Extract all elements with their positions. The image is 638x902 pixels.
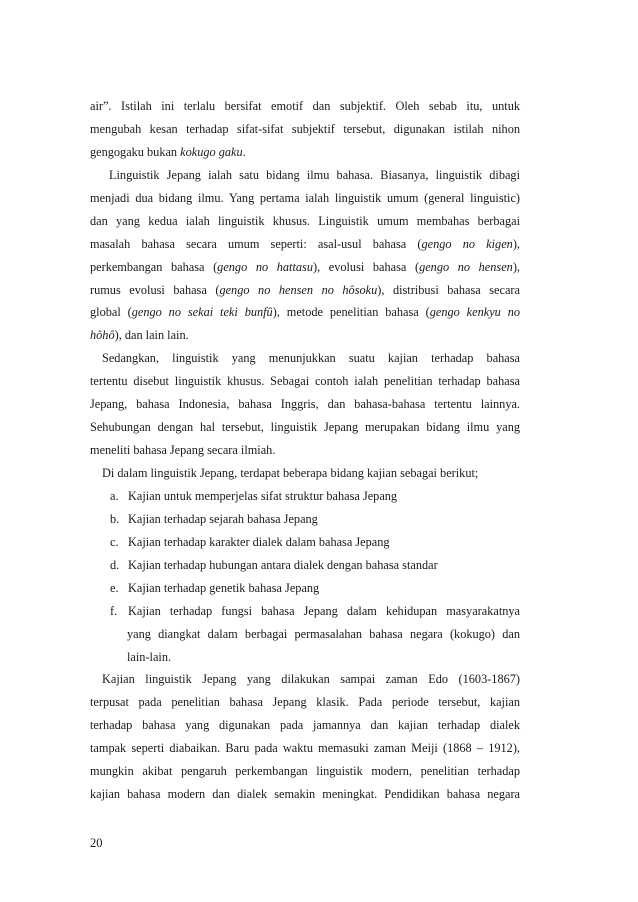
text-line (90, 462, 520, 485)
text-run: ), evolusi bahasa ( (312, 259, 420, 274)
text-run: tampak seperti diabaikan. Baru pada waktu memasuki zaman Meiji (1868 – 1912), (90, 741, 520, 756)
text-line (90, 646, 520, 669)
text-run: rumus evolusi bahasa ( (90, 282, 220, 297)
italic-term: kokugo gaku (180, 144, 243, 159)
text-run: ), metode penelitian bahasa ( (272, 305, 430, 320)
list-item-text (128, 485, 520, 508)
italic-term: gengo no sekai teki bunfû (131, 305, 273, 320)
list-marker: c. (110, 534, 119, 549)
text-line (90, 141, 520, 164)
text-line (90, 737, 520, 760)
list-marker: b. (110, 511, 120, 526)
text-run: Kajian terhadap karakter dialek dalam bahasa Jepang (128, 534, 390, 549)
text-run: ), distribusi bahasa secara (377, 282, 520, 297)
text-line (90, 324, 520, 347)
italic-term: gengo no hensen (419, 259, 513, 274)
text-run: yang diangkat dalam berbagai permasalahan bahasa negara (kokugo) dan (127, 626, 520, 641)
text-run: masalah bahasa secara umum seperti: asal-usul bahasa ( (90, 236, 422, 251)
list-item-text (128, 554, 520, 577)
text-line (90, 691, 520, 714)
text-run: global ( (90, 305, 132, 320)
italic-term: gengo no kigen (421, 236, 513, 251)
text-line (90, 668, 520, 691)
text-run: perkembangan bahasa ( (90, 259, 218, 274)
text-run: Kajian terhadap genetik bahasa Jepang (128, 580, 320, 595)
text-run: Kajian terhadap hubungan antara dialek dengan bahasa standar (128, 557, 438, 572)
list-item (90, 508, 520, 531)
text-line (90, 279, 520, 302)
text-run: Sehubungan dengan hal tersebut, linguistik Jepang merupakan bidang ilmu yang (90, 420, 520, 435)
italic-term: gengo kenkyu no (429, 305, 520, 320)
text-line (90, 164, 520, 187)
list-item (90, 485, 520, 508)
text-run: Kajian linguistik Jepang yang dilakukan sampai zaman Edo (1603-1867) (102, 672, 520, 687)
body-text (90, 95, 520, 806)
text-line (90, 210, 520, 233)
list-marker: d. (110, 557, 120, 572)
text-run: kajian bahasa modern dan dialek semakin meningkat. Pendidikan bahasa negara (90, 787, 520, 802)
text-line (90, 623, 520, 646)
text-line (90, 783, 520, 806)
text-run: Sedangkan, linguistik yang menunjukkan suatu kajian terhadap bahasa (102, 351, 520, 366)
text-run: meneliti bahasa Jepang secara ilmiah. (90, 443, 276, 458)
text-run: terpusat pada penelitian bahasa Jepang klasik. Pada periode tersebut, kajian (90, 695, 520, 710)
text-run: ), (512, 259, 520, 274)
text-line (90, 347, 520, 370)
text-line (90, 760, 520, 783)
text-run: Linguistik Jepang ialah satu bidang ilmu bahasa. Biasanya, linguistik dibagi (109, 167, 520, 182)
list-item-text (128, 508, 520, 531)
text-run: ), (512, 236, 520, 251)
list-item (90, 577, 520, 600)
text-line (90, 416, 520, 439)
text-run: mengubah kesan terhadap sifat-sifat subjektif tersebut, digunakan istilah nihon (90, 121, 520, 136)
text-run: gengogaku bukan (90, 144, 181, 159)
text-run: Di dalam linguistik Jepang, terdapat beberapa bidang kajian sebagai berikut; (102, 466, 479, 480)
italic-term: gengo no hensen no hôsoku (219, 282, 378, 297)
text-line (90, 233, 520, 256)
text-line (90, 370, 520, 393)
page-number: 20 (90, 836, 103, 850)
text-run: . (242, 144, 246, 159)
text-run: air”. Istilah ini terlalu bersifat emotif dan subjektif. Oleh sebab itu, untuk (90, 99, 520, 113)
text-run: Kajian terhadap fungsi bahasa Jepang dalam kehidupan masyarakatnya (128, 603, 520, 618)
text-run: tertentu disebut linguistik khusus. Sebagai contoh ialah penelitian terhadap bahasa (90, 374, 520, 389)
list-item-text (128, 577, 520, 600)
text-run: mungkin akibat pengaruh perkembangan linguistik modern, penelitian terhadap (90, 764, 520, 779)
text-run: lain-lain. (127, 649, 172, 664)
text-run: ), dan lain lain. (114, 328, 189, 343)
text-line (90, 714, 520, 737)
list-item (90, 600, 520, 623)
italic-term: hôhô (90, 328, 115, 343)
list-item-text (128, 531, 520, 554)
list-marker: e. (110, 580, 119, 595)
list-marker: a. (110, 488, 119, 503)
text-run: Kajian untuk memperjelas sifat struktur bahasa Jepang (128, 488, 398, 503)
list-item (90, 554, 520, 577)
text-run: terhadap bahasa yang digunakan pada jamannya dan kajian terhadap dialek (90, 718, 520, 733)
list-item-text (128, 600, 520, 623)
text-run: Jepang, bahasa Indonesia, bahasa Inggris, dan bahasa-bahasa tertentu lainnya. (90, 397, 520, 412)
text-run: Kajian terhadap sejarah bahasa Jepang (128, 511, 318, 526)
text-line (90, 95, 520, 118)
text-run: dan yang kedua ialah linguistik khusus. Linguistik umum membahas berbagai (90, 213, 520, 228)
text-line (90, 118, 520, 141)
text-line (90, 393, 520, 416)
list-item (90, 531, 520, 554)
list-marker: f. (110, 603, 118, 618)
text-run: menjadi dua bidang ilmu. Yang pertama ialah linguistik umum (general linguistic) (90, 190, 520, 205)
text-line (90, 301, 520, 324)
text-line (90, 256, 520, 279)
text-line (90, 187, 520, 210)
italic-term: gengo no hattasu (217, 259, 313, 274)
text-line (90, 439, 520, 462)
